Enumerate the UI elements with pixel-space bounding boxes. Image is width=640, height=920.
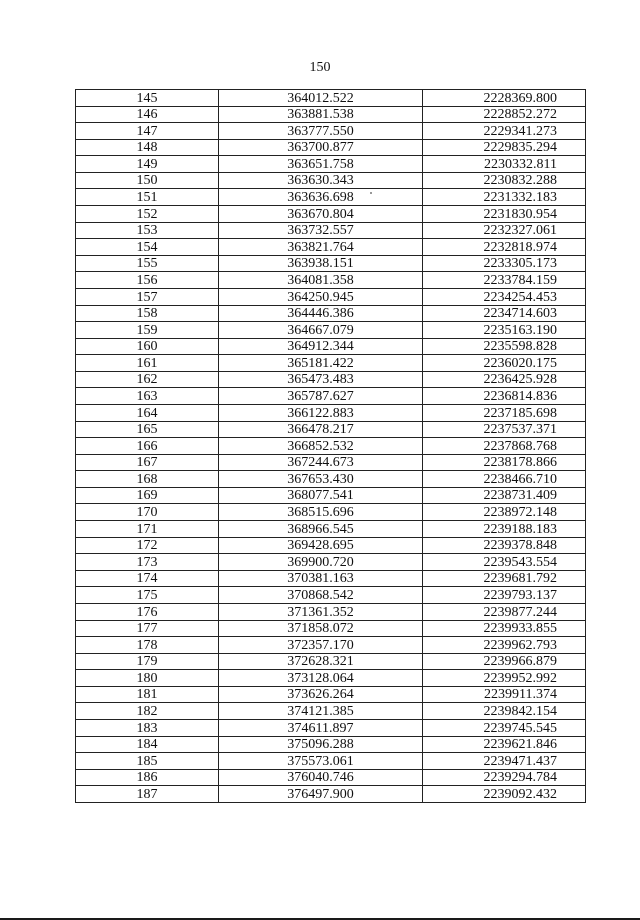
table-row [76, 338, 586, 355]
y-coordinate-cell: 2235163.190 [423, 322, 586, 339]
point-number-cell: 178 [76, 637, 219, 654]
page-number: 150 [309, 60, 331, 75]
x-coordinate-cell: 375573.061 [219, 753, 423, 770]
table-row [76, 454, 586, 471]
point-number-cell: 158 [76, 305, 219, 322]
y-coordinate-cell: 2236814.836 [423, 388, 586, 405]
y-coordinate-cell: 2239092.432 [423, 786, 586, 803]
y-coordinate-cell: 2239793.137 [423, 587, 586, 604]
x-coordinate-cell: 364012.522 [219, 90, 423, 107]
point-number-cell: 185 [76, 753, 219, 770]
table-row [76, 570, 586, 587]
x-coordinate-cell: 363821.764 [219, 239, 423, 256]
table-row [76, 404, 586, 421]
table-row [76, 90, 586, 107]
x-coordinate-cell: 368966.545 [219, 521, 423, 538]
y-coordinate-cell: 2239378.848 [423, 537, 586, 554]
y-coordinate-cell: 2229341.273 [423, 123, 586, 140]
y-coordinate-cell: 2239294.784 [423, 769, 586, 786]
y-coordinate-cell: 2230832.288 [423, 172, 586, 189]
y-coordinate-cell: 2239933.855 [423, 620, 586, 637]
point-number-cell: 166 [76, 438, 219, 455]
x-coordinate-cell: 364667.079 [219, 322, 423, 339]
coordinates-table-body [76, 90, 586, 803]
x-coordinate-cell: 376040.746 [219, 769, 423, 786]
table-row [76, 504, 586, 521]
point-number-cell: 168 [76, 471, 219, 488]
point-number-cell: 156 [76, 272, 219, 289]
point-number-cell: 186 [76, 769, 219, 786]
y-coordinate-cell: 2239188.183 [423, 521, 586, 538]
table-row [76, 322, 586, 339]
point-number-cell: 180 [76, 670, 219, 687]
y-coordinate-cell: 2239681.792 [423, 570, 586, 587]
table-row [76, 471, 586, 488]
y-coordinate-cell: 2238972.148 [423, 504, 586, 521]
table-row [76, 156, 586, 173]
table-row [76, 305, 586, 322]
point-number-cell: 157 [76, 288, 219, 305]
table-row [76, 537, 586, 554]
y-coordinate-cell: 2238178.866 [423, 454, 586, 471]
x-coordinate-cell: 366122.883 [219, 404, 423, 421]
point-number-cell: 151 [76, 189, 219, 206]
table-row [76, 603, 586, 620]
y-coordinate-cell: 2239911.374 [423, 686, 586, 703]
table-row [76, 736, 586, 753]
point-number-cell: 182 [76, 703, 219, 720]
point-number-cell: 148 [76, 139, 219, 156]
y-coordinate-cell: 2237185.698 [423, 404, 586, 421]
table-row [76, 255, 586, 272]
y-coordinate-cell: 2236425.928 [423, 371, 586, 388]
x-coordinate-cell: 376497.900 [219, 786, 423, 803]
x-coordinate-cell: 366478.217 [219, 421, 423, 438]
point-number-cell: 170 [76, 504, 219, 521]
x-coordinate-cell: 369428.695 [219, 537, 423, 554]
x-coordinate-cell: 367244.673 [219, 454, 423, 471]
x-coordinate-cell: 363938.151 [219, 255, 423, 272]
y-coordinate-cell: 2239471.437 [423, 753, 586, 770]
table-row [76, 703, 586, 720]
x-coordinate-cell: 371858.072 [219, 620, 423, 637]
x-coordinate-cell: 364081.358 [219, 272, 423, 289]
x-coordinate-cell: 364250.945 [219, 288, 423, 305]
table-row [76, 719, 586, 736]
y-coordinate-cell: 2234254.453 [423, 288, 586, 305]
table-row [76, 421, 586, 438]
coordinates-table [75, 89, 586, 803]
x-coordinate-cell: 365181.422 [219, 355, 423, 372]
table-row [76, 769, 586, 786]
table-row [76, 786, 586, 803]
point-number-cell: 149 [76, 156, 219, 173]
y-coordinate-cell: 2230332.811 [423, 156, 586, 173]
point-number-cell: 155 [76, 255, 219, 272]
y-coordinate-cell: 2228852.272 [423, 106, 586, 123]
table-row [76, 686, 586, 703]
x-coordinate-cell: 370868.542 [219, 587, 423, 604]
table-row [76, 670, 586, 687]
point-number-cell: 146 [76, 106, 219, 123]
table-row [76, 355, 586, 372]
point-number-cell: 147 [76, 123, 219, 140]
point-number-cell: 183 [76, 719, 219, 736]
x-coordinate-cell: 373128.064 [219, 670, 423, 687]
x-coordinate-cell: 372357.170 [219, 637, 423, 654]
table-row [76, 637, 586, 654]
y-coordinate-cell: 2234714.603 [423, 305, 586, 322]
point-number-cell: 165 [76, 421, 219, 438]
point-number-cell: 159 [76, 322, 219, 339]
y-coordinate-cell: 2229835.294 [423, 139, 586, 156]
table-row [76, 438, 586, 455]
table-row [76, 239, 586, 256]
y-coordinate-cell: 2232818.974 [423, 239, 586, 256]
y-coordinate-cell: 2233784.159 [423, 272, 586, 289]
x-coordinate-cell: 372628.321 [219, 653, 423, 670]
x-coordinate-cell: 374121.385 [219, 703, 423, 720]
table-row [76, 487, 586, 504]
scan-speck [370, 192, 372, 194]
y-coordinate-cell: 2239877.244 [423, 603, 586, 620]
point-number-cell: 152 [76, 206, 219, 223]
y-coordinate-cell: 2231830.954 [423, 206, 586, 223]
x-coordinate-cell: 365787.627 [219, 388, 423, 405]
table-row [76, 206, 586, 223]
y-coordinate-cell: 2239952.992 [423, 670, 586, 687]
y-coordinate-cell: 2233305.173 [423, 255, 586, 272]
table-row [76, 521, 586, 538]
y-coordinate-cell: 2235598.828 [423, 338, 586, 355]
table-row [76, 106, 586, 123]
y-coordinate-cell: 2239745.545 [423, 719, 586, 736]
point-number-cell: 163 [76, 388, 219, 405]
y-coordinate-cell: 2237868.768 [423, 438, 586, 455]
point-number-cell: 150 [76, 172, 219, 189]
x-coordinate-cell: 363881.538 [219, 106, 423, 123]
point-number-cell: 145 [76, 90, 219, 107]
table-row [76, 172, 586, 189]
point-number-cell: 181 [76, 686, 219, 703]
point-number-cell: 179 [76, 653, 219, 670]
point-number-cell: 177 [76, 620, 219, 637]
point-number-cell: 184 [76, 736, 219, 753]
table-row [76, 288, 586, 305]
x-coordinate-cell: 375096.288 [219, 736, 423, 753]
x-coordinate-cell: 367653.430 [219, 471, 423, 488]
table-row [76, 222, 586, 239]
table-row [76, 371, 586, 388]
y-coordinate-cell: 2228369.800 [423, 90, 586, 107]
y-coordinate-cell: 2231332.183 [423, 189, 586, 206]
point-number-cell: 153 [76, 222, 219, 239]
y-coordinate-cell: 2236020.175 [423, 355, 586, 372]
table-row [76, 653, 586, 670]
point-number-cell: 164 [76, 404, 219, 421]
y-coordinate-cell: 2239966.879 [423, 653, 586, 670]
x-coordinate-cell: 364912.344 [219, 338, 423, 355]
x-coordinate-cell: 374611.897 [219, 719, 423, 736]
x-coordinate-cell: 370381.163 [219, 570, 423, 587]
point-number-cell: 174 [76, 570, 219, 587]
x-coordinate-cell: 368515.696 [219, 504, 423, 521]
table-row [76, 272, 586, 289]
table-row [76, 554, 586, 571]
point-number-cell: 175 [76, 587, 219, 604]
x-coordinate-cell: 363636.698 [219, 189, 423, 206]
x-coordinate-cell: 373626.264 [219, 686, 423, 703]
y-coordinate-cell: 2238731.409 [423, 487, 586, 504]
table-row [76, 587, 586, 604]
y-coordinate-cell: 2239962.793 [423, 637, 586, 654]
point-number-cell: 176 [76, 603, 219, 620]
y-coordinate-cell: 2239543.554 [423, 554, 586, 571]
point-number-cell: 154 [76, 239, 219, 256]
y-coordinate-cell: 2239621.846 [423, 736, 586, 753]
table-row [76, 388, 586, 405]
x-coordinate-cell: 371361.352 [219, 603, 423, 620]
point-number-cell: 161 [76, 355, 219, 372]
point-number-cell: 187 [76, 786, 219, 803]
point-number-cell: 169 [76, 487, 219, 504]
y-coordinate-cell: 2239842.154 [423, 703, 586, 720]
table-row [76, 189, 586, 206]
point-number-cell: 173 [76, 554, 219, 571]
y-coordinate-cell: 2237537.371 [423, 421, 586, 438]
point-number-cell: 160 [76, 338, 219, 355]
x-coordinate-cell: 365473.483 [219, 371, 423, 388]
x-coordinate-cell: 368077.541 [219, 487, 423, 504]
y-coordinate-cell: 2232327.061 [423, 222, 586, 239]
x-coordinate-cell: 363651.758 [219, 156, 423, 173]
point-number-cell: 172 [76, 537, 219, 554]
table-row [76, 753, 586, 770]
x-coordinate-cell: 363732.557 [219, 222, 423, 239]
x-coordinate-cell: 363700.877 [219, 139, 423, 156]
x-coordinate-cell: 364446.386 [219, 305, 423, 322]
table-row [76, 620, 586, 637]
point-number-cell: 162 [76, 371, 219, 388]
x-coordinate-cell: 366852.532 [219, 438, 423, 455]
x-coordinate-cell: 369900.720 [219, 554, 423, 571]
x-coordinate-cell: 363670.804 [219, 206, 423, 223]
y-coordinate-cell: 2238466.710 [423, 471, 586, 488]
point-number-cell: 167 [76, 454, 219, 471]
point-number-cell: 171 [76, 521, 219, 538]
table-row [76, 123, 586, 140]
table-row [76, 139, 586, 156]
x-coordinate-cell: 363630.343 [219, 172, 423, 189]
x-coordinate-cell: 363777.550 [219, 123, 423, 140]
